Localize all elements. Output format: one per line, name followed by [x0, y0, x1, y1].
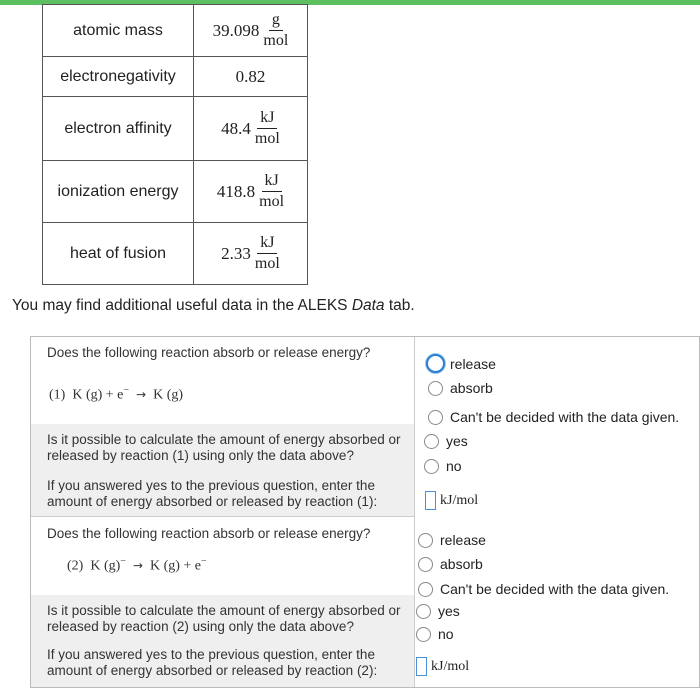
radio-button[interactable] [418, 533, 433, 548]
q2-option-release[interactable]: release [418, 532, 486, 548]
radio-button[interactable] [428, 410, 443, 425]
unit-fraction: $\frac{kJ}{\text{mol}}$ [254, 109, 280, 147]
radio-button[interactable] [416, 627, 431, 642]
radio-button[interactable] [418, 582, 433, 597]
radio-button[interactable] [426, 354, 445, 373]
question-2-amount-prompt: If you answered yes to the previous question, enter the amount of energy absorbed or released by reaction (2): [47, 647, 378, 678]
unit-fraction: $\frac{g}{\text{mol}}$ [263, 11, 289, 49]
answer-input[interactable] [425, 491, 436, 510]
question-1-amount-prompt: If you answered yes to the previous question, enter the amount of energy absorbed or released by reaction (1): [47, 478, 378, 509]
property-name: heat of fusion [43, 223, 194, 285]
q2-option-cant-decide[interactable]: Can't be decided with the data given. [418, 581, 669, 597]
radio-button[interactable] [418, 557, 433, 572]
element-properties-table [42, 4, 308, 285]
q1-calc-option-no[interactable]: no [424, 458, 462, 474]
property-value: 2.33 [221, 243, 251, 263]
answer-input[interactable] [416, 657, 427, 676]
property-row-atomic-mass [43, 5, 308, 57]
q1-option-absorb[interactable]: absorb [428, 380, 493, 396]
question-2-prompt: Does the following reaction absorb or release energy? [47, 526, 371, 541]
question-2-row [31, 516, 414, 596]
property-value: 39.098 [212, 20, 260, 40]
radio-button[interactable] [428, 381, 443, 396]
property-value: 418.8 [216, 181, 256, 201]
q2-calc-option-yes[interactable]: yes [416, 603, 460, 619]
q1-amount-entry[interactable]: kJ/mol [425, 491, 478, 510]
radio-button[interactable] [424, 459, 439, 474]
reaction-1: (1) K (g) + e− → K (g) [49, 385, 184, 403]
question-1-amount-row [31, 468, 414, 517]
question-table [30, 336, 700, 688]
property-row-electron-affinity [43, 97, 308, 161]
question-1-calc-row [31, 424, 414, 469]
property-name: atomic mass [43, 5, 194, 57]
unit-fraction: $\frac{kJ}{\text{mol}}$ [259, 172, 285, 210]
property-name: electronegativity [43, 57, 194, 97]
q1-calc-option-yes[interactable]: yes [424, 433, 468, 449]
q2-option-absorb[interactable]: absorb [418, 556, 483, 572]
property-row-heat-of-fusion [43, 223, 308, 285]
question-2-calc-prompt: Is it possible to calculate the amount of energy absorbed or released by reaction (2) using only the data above? [47, 603, 401, 634]
q2-calc-option-no[interactable]: no [416, 626, 454, 642]
property-row-electronegativity [43, 57, 308, 97]
reaction-2: (2) K (g)− → K (g) + e− [67, 556, 207, 574]
property-value: 0.82 [235, 66, 266, 86]
q1-option-release[interactable]: release [426, 354, 496, 373]
question-2-calc-row [31, 595, 414, 640]
question-1-row [31, 337, 414, 425]
property-name: ionization energy [43, 161, 194, 223]
column-divider [414, 337, 415, 687]
q2-amount-entry[interactable]: kJ/mol [416, 657, 469, 676]
radio-button[interactable] [416, 604, 431, 619]
data-tab-note: You may find additional useful data in the ALEKS Data tab. [12, 297, 415, 314]
property-name: electron affinity [43, 97, 194, 161]
unit-fraction: $\frac{kJ}{\text{mol}}$ [254, 234, 280, 272]
q1-option-cant-decide[interactable]: Can't be decided with the data given. [428, 409, 679, 425]
property-value: 48.4 [221, 118, 251, 138]
question-2-amount-row [31, 639, 414, 687]
radio-button[interactable] [424, 434, 439, 449]
question-1-calc-prompt: Is it possible to calculate the amount of energy absorbed or released by reaction (1) using only the data above? [47, 432, 401, 463]
property-row-ionization-energy [43, 161, 308, 223]
question-1-prompt: Does the following reaction absorb or release energy? [47, 345, 371, 360]
